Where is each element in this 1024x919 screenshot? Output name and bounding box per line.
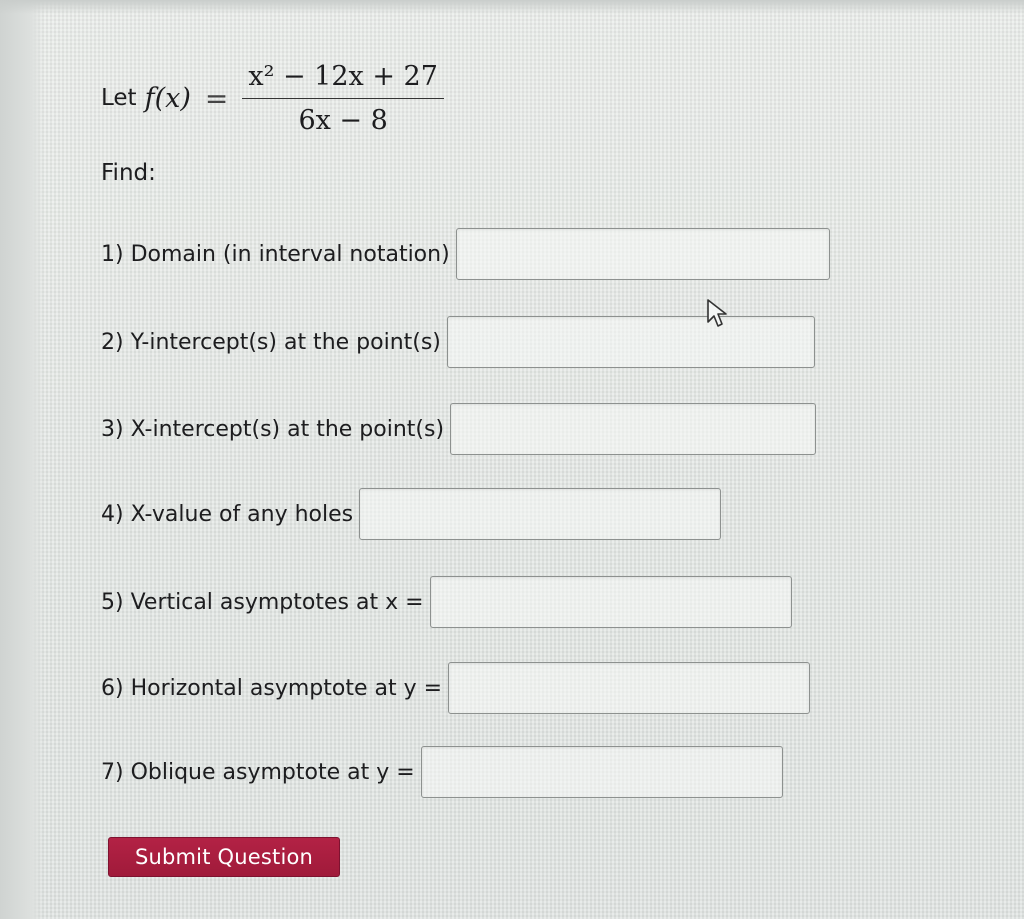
- question-label: 4) X-value of any holes: [101, 501, 354, 527]
- question-label: 1) Domain (in interval notation): [101, 241, 450, 267]
- function-definition: [101, 58, 444, 138]
- question-domain: [101, 228, 830, 280]
- question-x-intercept: [101, 403, 816, 455]
- domain-input[interactable]: [456, 228, 830, 280]
- y-intercept-input[interactable]: [447, 316, 815, 368]
- question-vertical-asymptotes: [101, 576, 792, 628]
- page-edge: [0, 0, 44, 919]
- numerator: x² − 12x + 27: [242, 61, 444, 99]
- question-holes: [101, 488, 721, 540]
- submit-question-button[interactable]: Submit Question: [108, 837, 340, 877]
- oblique-asymptote-input[interactable]: [421, 746, 783, 798]
- holes-input[interactable]: [359, 488, 721, 540]
- top-shade: [0, 0, 1024, 14]
- equals-sign: =: [204, 81, 229, 115]
- denominator: 6x − 8: [298, 104, 388, 136]
- question-horizontal-asymptote: [101, 662, 810, 714]
- horizontal-asymptote-input[interactable]: [448, 662, 810, 714]
- question-label: 6) Horizontal asymptote at y =: [101, 675, 443, 701]
- x-intercept-input[interactable]: [450, 403, 816, 455]
- question-oblique-asymptote: [101, 746, 783, 798]
- question-label: 3) X-intercept(s) at the point(s): [101, 416, 445, 442]
- rational-expression: [242, 61, 444, 136]
- vertical-asymptotes-input[interactable]: [430, 576, 792, 628]
- mouse-pointer-icon: [706, 298, 730, 330]
- question-label: 5) Vertical asymptotes at x =: [101, 589, 424, 615]
- let-label: Let: [101, 85, 137, 111]
- find-label: Find:: [101, 160, 156, 186]
- question-label: 2) Y-intercept(s) at the point(s): [101, 329, 441, 355]
- function-name: f(x): [144, 82, 191, 114]
- question-label: 7) Oblique asymptote at y =: [101, 759, 415, 785]
